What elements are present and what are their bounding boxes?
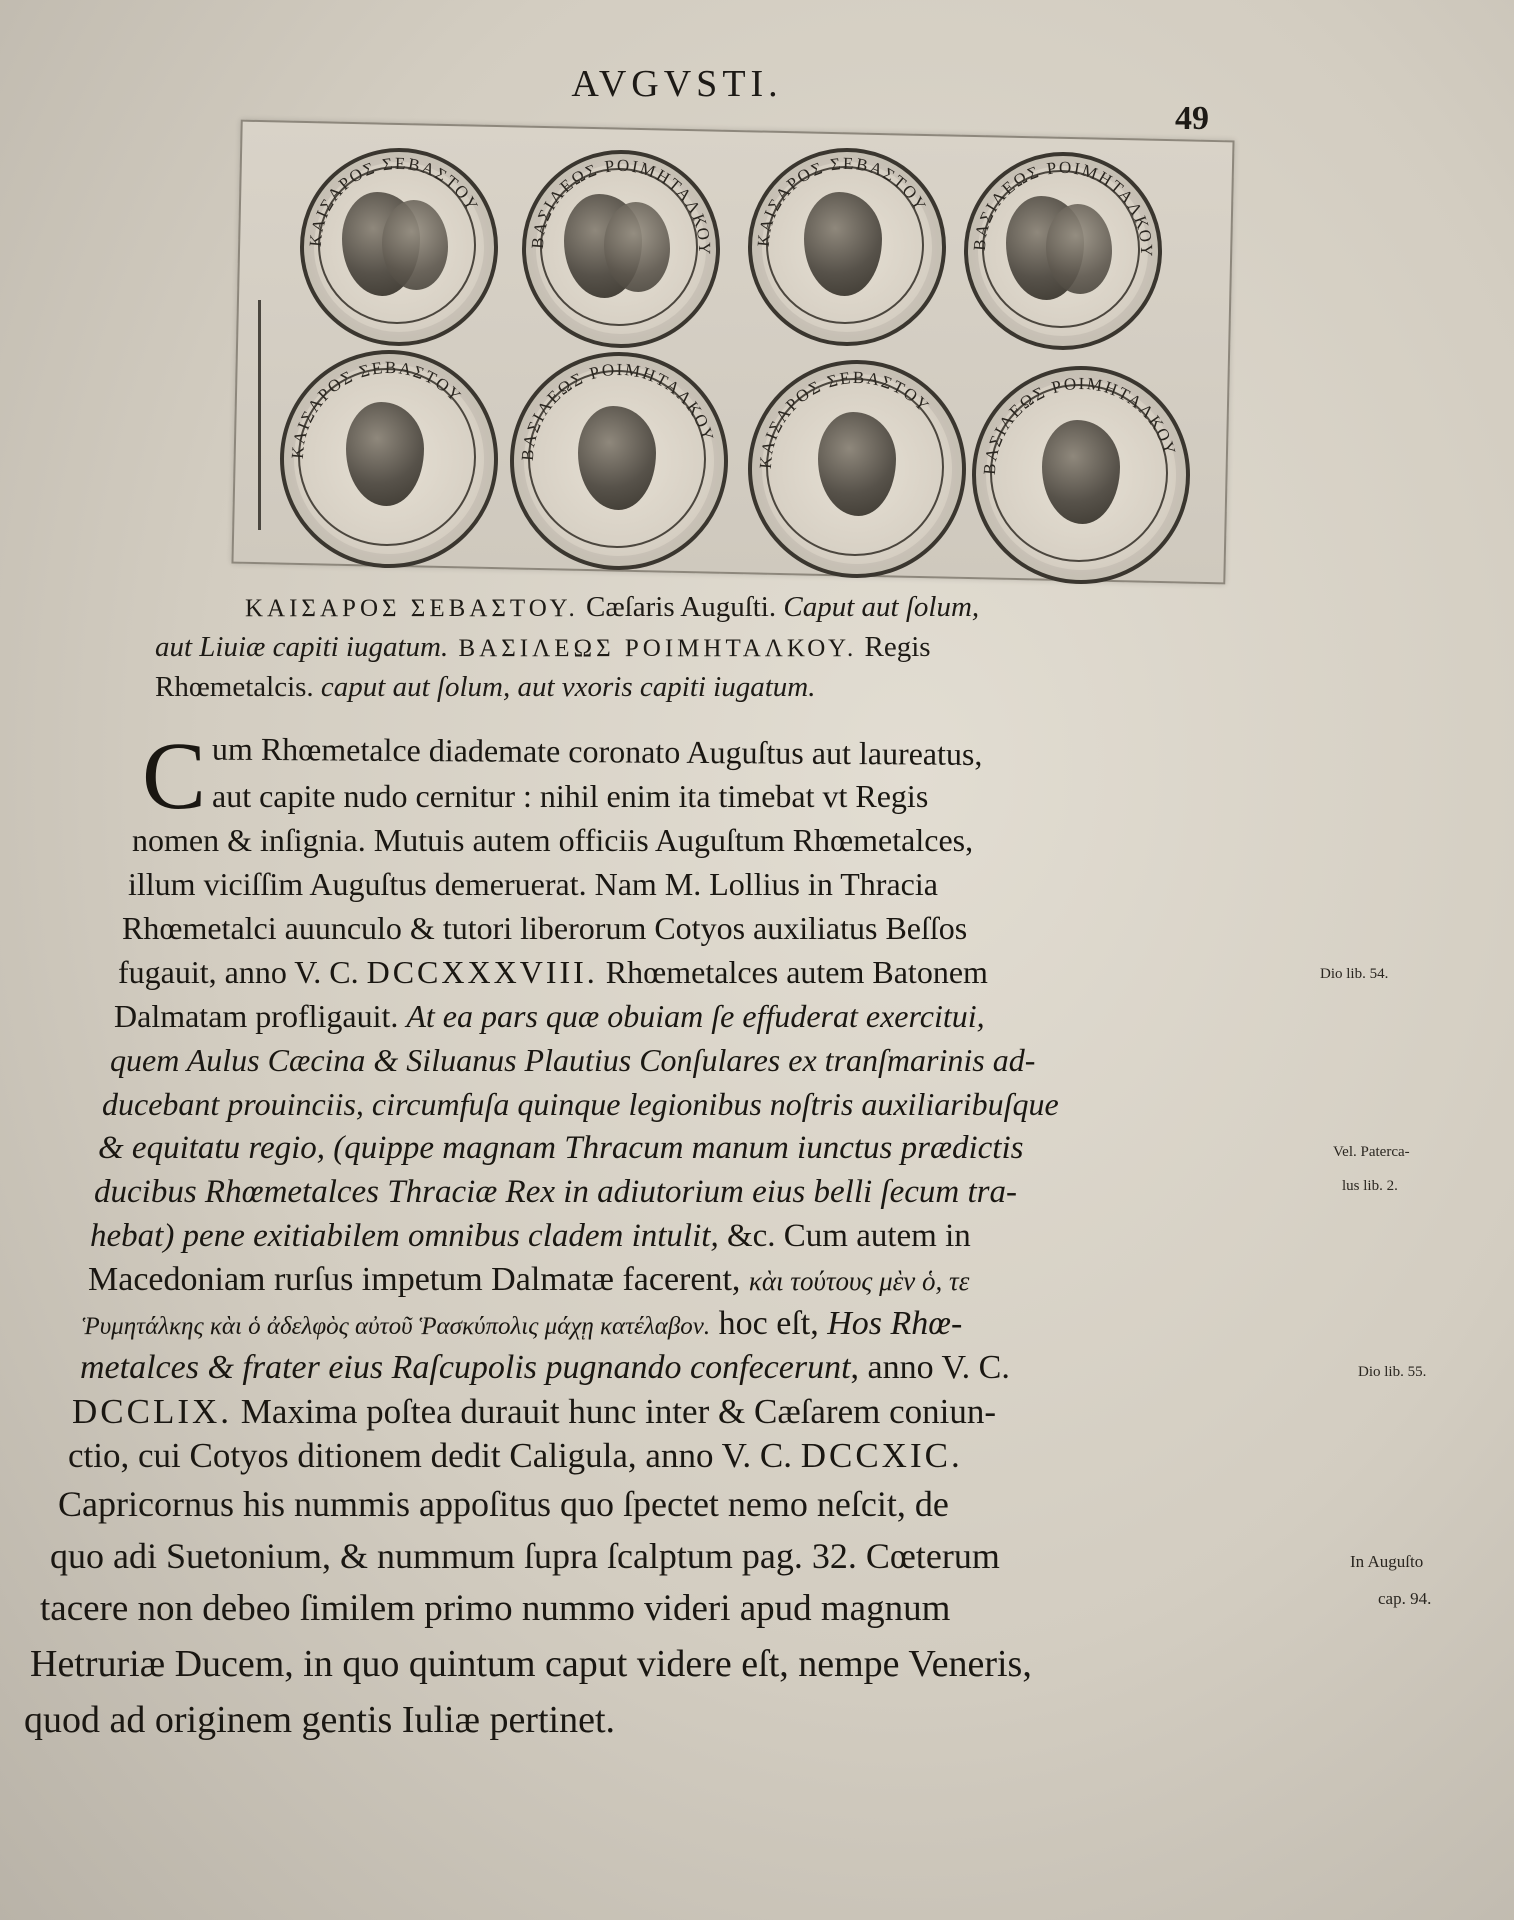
coin-8 [972,366,1190,584]
margin-note-paterculus: Vel. Paterca- [1333,1144,1410,1160]
text-line [80,1170,1398,1214]
text-span: &c. Cum autem in [718,1218,971,1254]
plate-caption [145,588,1285,707]
coin-legend [976,370,1186,580]
caption-text: Regis [857,631,931,663]
caption-greek-legend: ΒΑΣΙΛΕΩΣ ΡΟΙΜΗΤΑΛΚΟΥ. [448,635,858,662]
text-span: tacere non debeo ſimilem primo nummo videri apud magnum [40,1588,951,1629]
body-text [24,722,1432,1748]
coin-1 [300,148,498,346]
svg-text:ΒΑΣΙΛΕΩΣ ΡΟΙΜΗΤΑΛΚΟΥ: ΒΑΣΙΛΕΩΣ ΡΟΙΜΗΤΑΛΚΟΥ [517,359,718,462]
text-line: aut capite nudo cernitur : nihil enim ita timebat vt Regis [212,778,929,814]
text-line: nomen & inſignia. Mutuis autem officiis Auguſtum Rhœmetalces, [132,822,974,858]
text-line: Hetruriæ Ducem, in quo quintum caput videre eſt, nempe Veneris, [30,1643,1032,1685]
text-line [50,1530,1424,1582]
text-line: Rhœmetalci auunculo & tutori liberorum Cotyos auxiliatus Beſſos [122,910,968,946]
quotation: metalces & frater eius Raſcupolis pugnando confecerunt [80,1349,851,1386]
text-line: Capricornus his nummis appoſitus quo ſpectet nemo neſcit, de [58,1484,949,1524]
coin-legend [752,364,962,574]
caption-line [145,668,1285,707]
coin-legend [752,152,942,342]
roman-date: DCCXIC. [800,1436,963,1475]
text-line: quod ad originem gentis Iuliæ pertinet. [24,1699,616,1741]
text-line [80,950,1389,994]
svg-text:ΚΑΙΣΑΡΟΣ ΣΕΒΑΣΤΟΥ: ΚΑΙΣΑΡΟΣ ΣΕΒΑΣΤΟΥ [755,367,934,470]
coin-2 [522,150,720,348]
quotation: At ea pars quæ obuiam ſe effuderat exercitui, [406,998,985,1034]
svg-text:ΚΑΙΣΑΡΟΣ ΣΕΒΑΣΤΟΥ: ΚΑΙΣΑΡΟΣ ΣΕΒΑΣΤΟΥ [287,357,466,460]
text-line [80,1346,1427,1390]
greek-quotation: κὰι τούτους μὲν ὁ, τε [748,1266,970,1296]
text-span: ctio, cui Cotyos ditionem dedit Caligula, anno V. C. [68,1436,801,1475]
margin-note-dio-54: Dio lib. 54. [1320,966,1389,982]
svg-text:ΒΑΣΙΛΕΩΣ ΡΟΙΜΗΤΑΛΚΟΥ: ΒΑΣΙΛΕΩΣ ΡΟΙΜΗΤΑΛΚΟΥ [527,155,715,257]
svg-text:ΒΑΣΙΛΕΩΣ ΡΟΙΜΗΤΑΛΚΟΥ: ΒΑΣΙΛΕΩΣ ΡΟΙΜΗΤΑΛΚΟΥ [979,373,1180,476]
text-line [40,1582,1432,1636]
margin-note-suetonius: cap. 94. [1378,1589,1432,1608]
quotation: Hos Rhœ- [827,1305,963,1342]
roman-date: DCCLIX. [72,1392,233,1431]
coin-5 [280,350,498,568]
coin-legend [514,356,724,566]
text-span: fugauit, anno V. C. [118,954,359,990]
coin-legend [526,154,716,344]
caption-italic: caput aut ſolum, aut vxoris capiti iugatum. [320,671,816,703]
quotation: & equitatu regio, (quippe magnam Thracum manum iunctus prædictis [98,1130,1024,1166]
text-span: Macedoniam rurſus impetum Dalmatæ facerent, [88,1261,749,1298]
svg-text:ΚΑΙΣΑΡΟΣ ΣΕΒΑΣΤΟΥ: ΚΑΙΣΑΡΟΣ ΣΕΒΑΣΤΟΥ [305,153,483,248]
coin-6 [510,352,728,570]
coin-4 [964,152,1162,350]
text-line [80,1214,1320,1258]
running-head-title: AVGVSTI. [571,63,783,105]
text-line [80,994,1320,1038]
svg-text:ΒΑΣΙΛΕΩΣ ΡΟΙΜΗΤΑΛΚΟΥ: ΒΑΣΙΛΕΩΣ ΡΟΙΜΗΤΑΛΚΟΥ [969,157,1157,259]
text-span: Rhœmetalces autem Batonem [597,954,988,990]
drop-cap: C [142,722,207,829]
text-line [68,1434,1308,1478]
text-line: illum viciſſim Auguſtus demeruerat. Nam M. Lollius in Thracia [128,866,938,902]
caption-italic: Caput aut ſolum, [783,591,980,623]
caption-text: Rhœmetalcis. [155,671,321,703]
text-line: quem Aulus Cæcina & Siluanus Plautius Conſulares ex tranſmarinis ad- [110,1042,1036,1078]
text-line: um Rhœmetalce diademate coronato Auguſtus aut laureatus, [211,730,983,772]
coin-7 [748,360,966,578]
text-span: , anno V. C. [850,1349,1010,1386]
text-span: Maxima poſtea durauit hunc inter & Cæſarem coniun- [232,1392,996,1431]
plate-border-line [258,300,261,530]
caption-italic: aut Liuiæ capiti iugatum. [155,631,449,663]
margin-note-suetonius: In Auguſto [1350,1552,1424,1571]
margin-note-dio-55: Dio lib. 55. [1358,1364,1427,1380]
text-span: Dalmatam profligauit. [114,998,407,1034]
text-line [80,1258,1320,1302]
coin-legend [968,156,1158,346]
text-span: hoc eſt, [710,1305,828,1342]
coin-legend [304,152,494,342]
quotation: ducibus Rhœmetalces Thraciæ Rex in adiutorium eius belli ſecum tra- [94,1174,1017,1210]
svg-text:ΚΑΙΣΑΡΟΣ ΣΕΒΑΣΤΟΥ: ΚΑΙΣΑΡΟΣ ΣΕΒΑΣΤΟΥ [753,153,931,248]
text-span: quo adi Suetonium, & nummum ſupra ſcalptum pag. 32. Cœterum [50,1536,1000,1576]
caption-line [145,628,1285,668]
coin-legend [284,354,494,564]
coin-3 [748,148,946,346]
caption-greek-legend: ΚΑΙΣΑΡΟΣ ΣΕΒΑΣΤΟΥ. [245,595,579,622]
caption-line [145,588,1285,628]
quotation: hebat) pene exitiabilem omnibus cladem intulit, [90,1218,719,1254]
margin-note-paterculus: lus lib. 2. [1342,1178,1398,1194]
text-line [80,1126,1410,1170]
roman-date: DCCXXXVIII. [366,954,598,990]
greek-quotation: Ῥυμητάλκης κὰι ὁ ἀδελφὸς αὐτοῦ Ῥασκύπολις μάχῃ κατέλαβον. [82,1313,711,1340]
page-number: 49 [1175,100,1209,137]
text-line [80,1302,1320,1346]
text-line [72,1390,1312,1434]
caption-text: Cæſaris Auguſti. [578,591,784,623]
text-line: ducebant prouinciis, circumfuſa quinque legionibus noſtris auxiliaribuſque [102,1086,1059,1122]
running-head [0,62,1514,106]
